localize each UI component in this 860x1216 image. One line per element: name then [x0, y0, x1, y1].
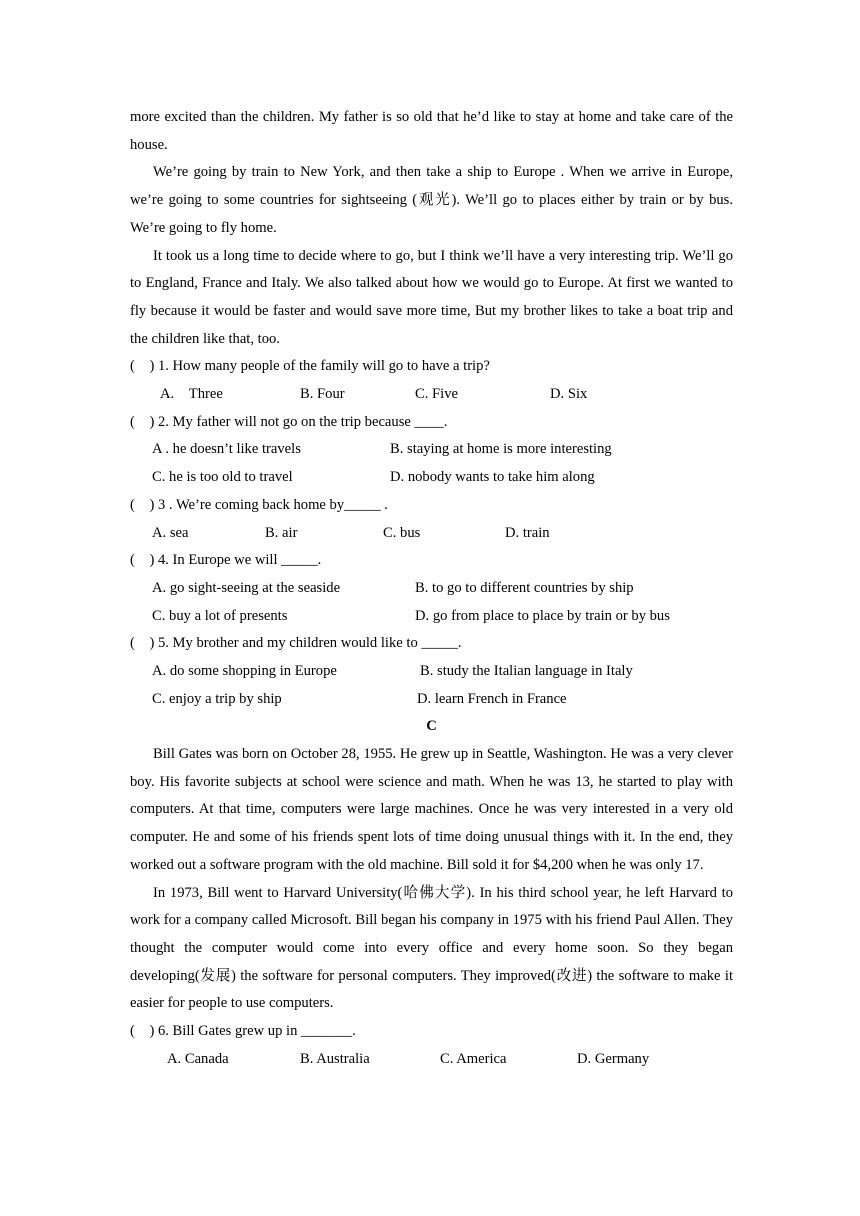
- question-stem: ( ) 4. In Europe we will _____.: [130, 552, 322, 569]
- question-options: [130, 686, 733, 714]
- option-c: C. enjoy a trip by ship: [152, 690, 282, 707]
- option-a: A. Three: [160, 386, 223, 403]
- option-d: D. nobody wants to take him along: [390, 469, 595, 486]
- section-heading: C: [426, 718, 437, 735]
- paragraph: It took us a long time to decide where to go, but I think we’ll have a very interesting trip. We’ll go to England, France and Italy. We also talked about how we would go to Europe. At first we wanted to fly because it would be faster and would save more time, But my brother likes to take a boat trip and the children like that, too.: [130, 247, 733, 347]
- option-d: D. go from place to place by train or by bus: [415, 607, 670, 624]
- document-body: [130, 104, 733, 1073]
- option-b: B. Four: [300, 386, 345, 403]
- question-stem: ( ) 2. My father will not go on the trip because ____.: [130, 413, 448, 430]
- option-b: B. Australia: [300, 1050, 370, 1067]
- option-d: D. Germany: [577, 1050, 650, 1067]
- question-options: [130, 658, 733, 686]
- paragraph: more excited than the children. My father is so old that he’d like to stay at home and take care of the house.: [130, 109, 733, 153]
- option-b: B. air: [265, 524, 298, 541]
- question-options: [130, 520, 733, 548]
- paragraph: In 1973, Bill went to Harvard University(哈佛大学). In his third school year, he left Harvard to work for a company called Microsoft. Bill began his company in 1975 with his friend Paul Allen. They thought the computer would come into every office and every home soon. So they began developing(发展) the software for personal computers. They improved(改进) the software to make it easier for people to use computers.: [130, 884, 733, 1012]
- paragraph: Bill Gates was born on October 28, 1955. He grew up in Seattle, Washington. He was a very clever boy. His favorite subjects at school were science and math. When he was 13, he started to play with computers. At that time, computers were large machines. Once he was very interested in a very old computer. He and some of his friends spent lots of time doing unusual things with it. In the end, they worked out a software program with the old machine. Bill sold it for $4,200 when he was only 17.: [130, 746, 733, 873]
- option-b: B. to go to different countries by ship: [415, 579, 634, 596]
- option-a: A. do some shopping in Europe: [152, 662, 337, 679]
- option-d: D. train: [505, 524, 550, 541]
- paragraph: We’re going by train to New York, and then take a ship to Europe . When we arrive in Europe, we’re going to some countries for sightseeing (观光). We’ll go to places either by train or by bus. We’re going to fly home.: [130, 164, 733, 236]
- option-d: D. Six: [550, 386, 588, 403]
- option-d: D. learn French in France: [417, 690, 567, 707]
- option-c: C. he is too old to travel: [152, 469, 293, 486]
- question-options: [130, 575, 733, 603]
- option-a: A. go sight-seeing at the seaside: [152, 579, 341, 596]
- question-options: [130, 464, 733, 492]
- option-a: A. sea: [152, 524, 189, 541]
- question-stem: ( ) 6. Bill Gates grew up in _______.: [130, 1023, 356, 1040]
- question-stem: ( ) 3 . We’re coming back home by_____ .: [130, 496, 388, 513]
- option-a: A . he doesn’t like travels: [152, 441, 301, 458]
- question-options: [130, 381, 733, 409]
- question-stem: ( ) 1. How many people of the family will go to have a trip?: [130, 358, 490, 375]
- option-c: C. buy a lot of presents: [152, 607, 288, 624]
- option-b: B. staying at home is more interesting: [390, 441, 612, 458]
- option-a: A. Canada: [167, 1050, 229, 1067]
- option-b: B. study the Italian language in Italy: [420, 662, 633, 679]
- option-c: C. America: [440, 1050, 507, 1067]
- question-options: [130, 603, 733, 631]
- option-c: C. Five: [415, 386, 458, 403]
- question-options: [130, 1046, 733, 1074]
- question-options: [130, 436, 733, 464]
- question-stem: ( ) 5. My brother and my children would like to _____.: [130, 635, 462, 652]
- option-c: C. bus: [383, 524, 421, 541]
